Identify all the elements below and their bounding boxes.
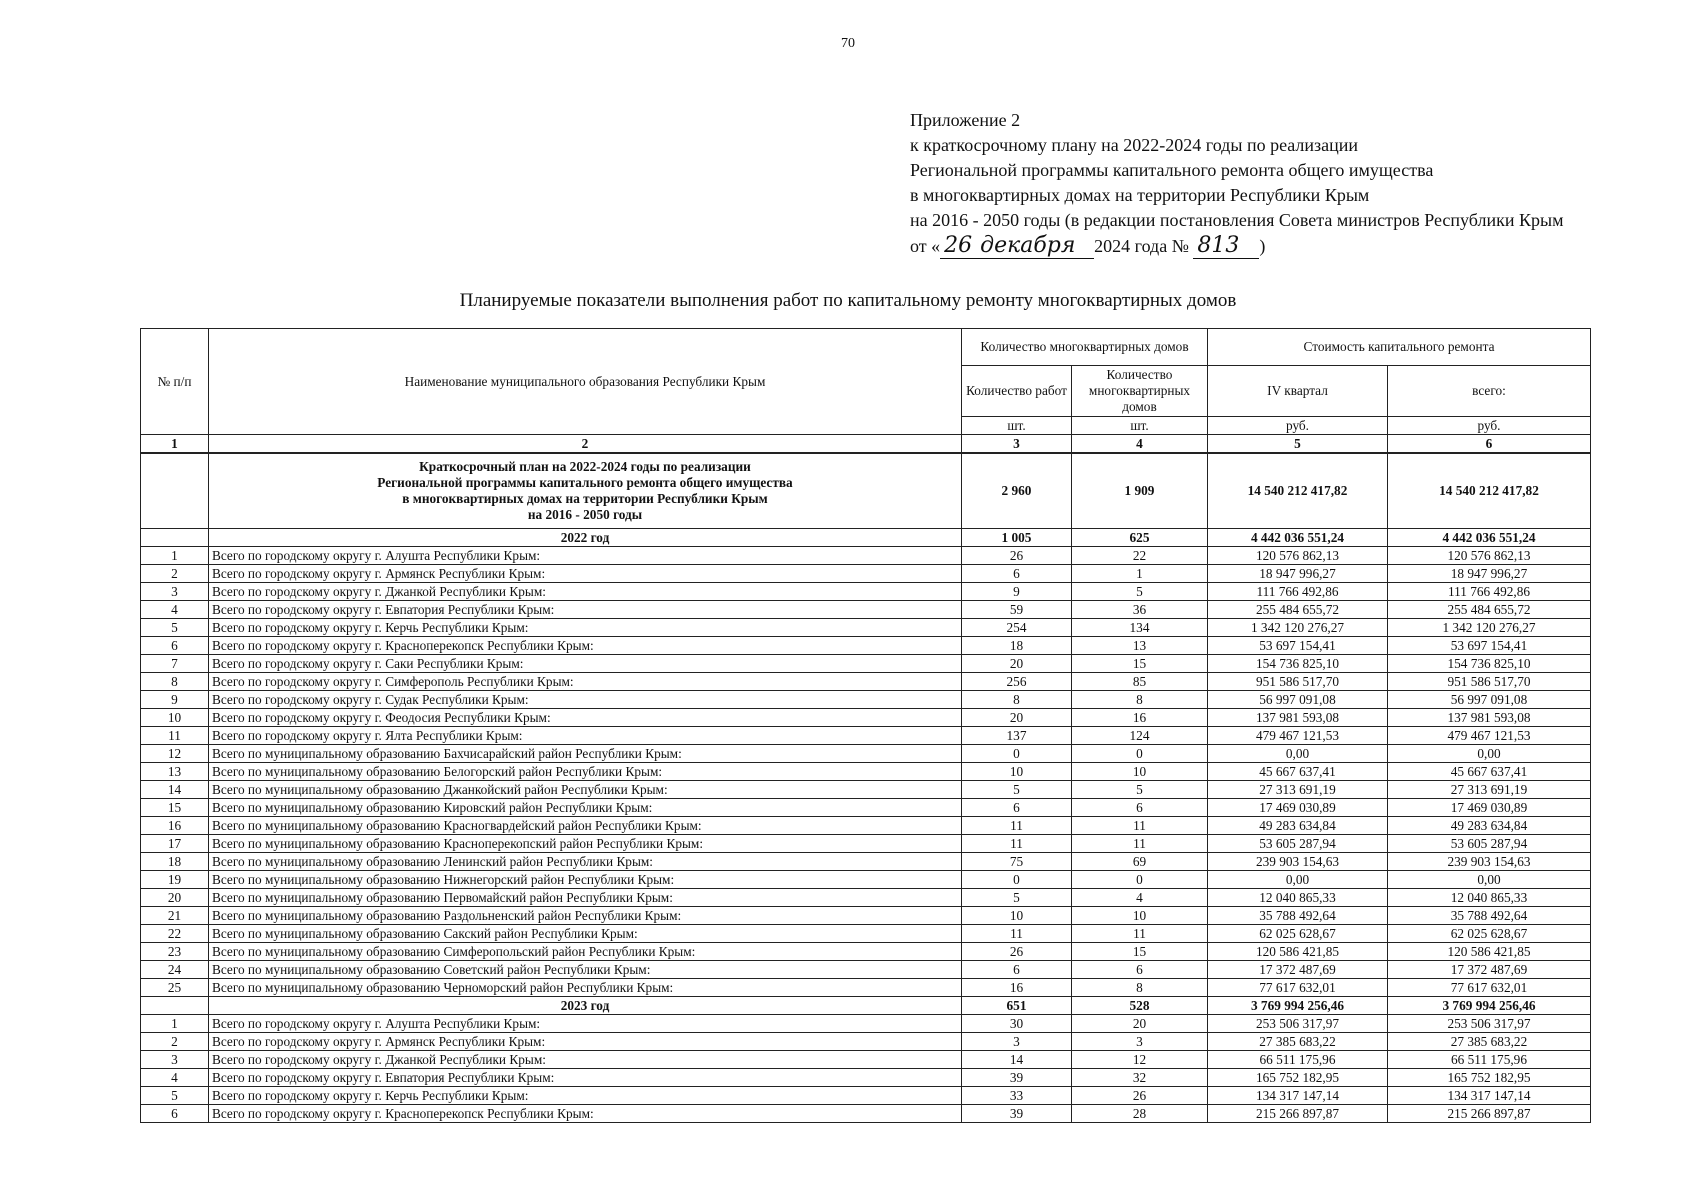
plan-table — [140, 328, 1591, 1123]
year-num — [141, 529, 209, 547]
table-row — [141, 709, 1591, 727]
appendix-block — [910, 108, 1564, 259]
row-num: 15 — [141, 799, 209, 817]
row-houses: 134 — [1072, 619, 1208, 637]
row-name: Всего по муниципальному образованию Красногвардейский район Республики Крым: — [209, 817, 962, 835]
table-row — [141, 637, 1591, 655]
header-num: № п/п — [141, 329, 209, 435]
row-num: 2 — [141, 565, 209, 583]
row-works: 3 — [962, 1033, 1072, 1051]
year-q4: 4 442 036 551,24 — [1208, 529, 1388, 547]
row-total: 35 788 492,64 — [1388, 907, 1591, 925]
row-num: 13 — [141, 763, 209, 781]
row-total: 62 025 628,67 — [1388, 925, 1591, 943]
table-row — [141, 1087, 1591, 1105]
handwritten-number: 813 — [1193, 233, 1259, 259]
row-name: Всего по городскому округу г. Симферополь Республики Крым: — [209, 673, 962, 691]
row-houses: 13 — [1072, 637, 1208, 655]
summary-total: 14 540 212 417,82 — [1388, 453, 1591, 529]
year-total: 3 769 994 256,46 — [1388, 997, 1591, 1015]
appendix-line: на 2016 - 2050 годы (в редакции постановления Совета министров Республики Крым — [910, 210, 1564, 230]
row-q4: 27 313 691,19 — [1208, 781, 1388, 799]
row-works: 11 — [962, 817, 1072, 835]
row-works: 11 — [962, 925, 1072, 943]
summary-works: 2 960 — [962, 453, 1072, 529]
summary-q4: 14 540 212 417,82 — [1208, 453, 1388, 529]
row-name: Всего по городскому округу г. Красноперекопск Республики Крым: — [209, 637, 962, 655]
table-row — [141, 673, 1591, 691]
row-total: 479 467 121,53 — [1388, 727, 1591, 745]
row-name: Всего по городскому округу г. Керчь Республики Крым: — [209, 1087, 962, 1105]
row-total: 0,00 — [1388, 745, 1591, 763]
row-q4: 12 040 865,33 — [1208, 889, 1388, 907]
row-name: Всего по городскому округу г. Ялта Республики Крым: — [209, 727, 962, 745]
row-houses: 36 — [1072, 601, 1208, 619]
year-works: 1 005 — [962, 529, 1072, 547]
row-houses: 6 — [1072, 799, 1208, 817]
col-number: 2 — [209, 435, 962, 454]
table-row — [141, 727, 1591, 745]
row-works: 16 — [962, 979, 1072, 997]
row-houses: 0 — [1072, 745, 1208, 763]
row-houses: 28 — [1072, 1105, 1208, 1123]
row-total: 253 506 317,97 — [1388, 1015, 1591, 1033]
row-works: 75 — [962, 853, 1072, 871]
row-num: 11 — [141, 727, 209, 745]
table-row — [141, 979, 1591, 997]
row-houses: 11 — [1072, 817, 1208, 835]
page-number: 70 — [841, 36, 855, 51]
table-row — [141, 943, 1591, 961]
row-q4: 56 997 091,08 — [1208, 691, 1388, 709]
row-num: 19 — [141, 871, 209, 889]
row-total: 154 736 825,10 — [1388, 655, 1591, 673]
summary-houses: 1 909 — [1072, 453, 1208, 529]
row-total: 137 981 593,08 — [1388, 709, 1591, 727]
row-total: 951 586 517,70 — [1388, 673, 1591, 691]
summary-line: в многоквартирных домах на территории Республики Крым — [402, 491, 768, 506]
row-q4: 17 372 487,69 — [1208, 961, 1388, 979]
row-total: 18 947 996,27 — [1388, 565, 1591, 583]
row-houses: 69 — [1072, 853, 1208, 871]
row-works: 10 — [962, 907, 1072, 925]
row-q4: 18 947 996,27 — [1208, 565, 1388, 583]
row-name: Всего по городскому округу г. Керчь Республики Крым: — [209, 619, 962, 637]
year-total: 4 442 036 551,24 — [1388, 529, 1591, 547]
row-name: Всего по муниципальному образованию Советский район Республики Крым: — [209, 961, 962, 979]
row-houses: 12 — [1072, 1051, 1208, 1069]
row-houses: 1 — [1072, 565, 1208, 583]
row-name: Всего по городскому округу г. Джанкой Республики Крым: — [209, 583, 962, 601]
table-row — [141, 961, 1591, 979]
date-prefix: от « — [910, 236, 941, 256]
row-total: 120 586 421,85 — [1388, 943, 1591, 961]
unit-rub: руб. — [1388, 417, 1591, 435]
row-total: 239 903 154,63 — [1388, 853, 1591, 871]
summary-title — [209, 453, 962, 529]
row-total: 49 283 634,84 — [1388, 817, 1591, 835]
row-q4: 137 981 593,08 — [1208, 709, 1388, 727]
row-num: 1 — [141, 1015, 209, 1033]
row-q4: 49 283 634,84 — [1208, 817, 1388, 835]
table-row — [141, 1105, 1591, 1123]
row-works: 9 — [962, 583, 1072, 601]
row-q4: 154 736 825,10 — [1208, 655, 1388, 673]
row-total: 53 605 287,94 — [1388, 835, 1591, 853]
row-name: Всего по муниципальному образованию Бахчисарайский район Республики Крым: — [209, 745, 962, 763]
row-name: Всего по муниципальному образованию Симферопольский район Республики Крым: — [209, 943, 962, 961]
row-name: Всего по городскому округу г. Евпатория Республики Крым: — [209, 601, 962, 619]
row-houses: 8 — [1072, 979, 1208, 997]
row-works: 0 — [962, 745, 1072, 763]
row-houses: 20 — [1072, 1015, 1208, 1033]
year-q4: 3 769 994 256,46 — [1208, 997, 1388, 1015]
table-row — [141, 601, 1591, 619]
row-works: 14 — [962, 1051, 1072, 1069]
header-name: Наименование муниципального образования Республики Крым — [209, 329, 962, 435]
header-cost-group: Стоимость капитального ремонта — [1208, 329, 1591, 366]
row-num: 16 — [141, 817, 209, 835]
row-houses: 8 — [1072, 691, 1208, 709]
year-houses: 625 — [1072, 529, 1208, 547]
table-row — [141, 799, 1591, 817]
row-name: Всего по муниципальному образованию Сакский район Республики Крым: — [209, 925, 962, 943]
year-label: 2023 год — [209, 997, 962, 1015]
row-works: 20 — [962, 655, 1072, 673]
row-total: 77 617 632,01 — [1388, 979, 1591, 997]
row-works: 256 — [962, 673, 1072, 691]
row-name: Всего по муниципальному образованию Ленинский район Республики Крым: — [209, 853, 962, 871]
row-works: 26 — [962, 547, 1072, 565]
row-num: 5 — [141, 619, 209, 637]
row-total: 45 667 637,41 — [1388, 763, 1591, 781]
row-houses: 5 — [1072, 583, 1208, 601]
row-houses: 3 — [1072, 1033, 1208, 1051]
row-q4: 53 697 154,41 — [1208, 637, 1388, 655]
row-q4: 77 617 632,01 — [1208, 979, 1388, 997]
row-q4: 120 576 862,13 — [1208, 547, 1388, 565]
row-total: 111 766 492,86 — [1388, 583, 1591, 601]
table-row — [141, 925, 1591, 943]
row-houses: 15 — [1072, 943, 1208, 961]
col-number: 5 — [1208, 435, 1388, 454]
row-q4: 253 506 317,97 — [1208, 1015, 1388, 1033]
row-q4: 66 511 175,96 — [1208, 1051, 1388, 1069]
row-q4: 0,00 — [1208, 871, 1388, 889]
row-total: 215 266 897,87 — [1388, 1105, 1591, 1123]
table-row — [141, 583, 1591, 601]
row-q4: 27 385 683,22 — [1208, 1033, 1388, 1051]
row-q4: 120 586 421,85 — [1208, 943, 1388, 961]
row-works: 39 — [962, 1105, 1072, 1123]
row-houses: 4 — [1072, 889, 1208, 907]
date-close: ) — [1259, 236, 1266, 256]
row-houses: 11 — [1072, 835, 1208, 853]
table-row — [141, 619, 1591, 637]
table-row — [141, 763, 1591, 781]
row-name: Всего по городскому округу г. Алушта Республики Крым: — [209, 1015, 962, 1033]
row-num: 14 — [141, 781, 209, 799]
appendix-line: Приложение 2 — [910, 110, 1021, 130]
document-title: Планируемые показатели выполнения работ по капитальному ремонту многоквартирных домов — [459, 290, 1237, 311]
unit-pcs: шт. — [1072, 417, 1208, 435]
row-num: 4 — [141, 1069, 209, 1087]
table-row — [141, 547, 1591, 565]
row-works: 5 — [962, 781, 1072, 799]
row-name: Всего по городскому округу г. Евпатория Республики Крым: — [209, 1069, 962, 1087]
table-row — [141, 871, 1591, 889]
row-total: 120 576 862,13 — [1388, 547, 1591, 565]
row-num: 21 — [141, 907, 209, 925]
col-number: 6 — [1388, 435, 1591, 454]
row-name: Всего по муниципальному образованию Красноперекопский район Республики Крым: — [209, 835, 962, 853]
row-num: 24 — [141, 961, 209, 979]
row-works: 137 — [962, 727, 1072, 745]
row-num: 3 — [141, 1051, 209, 1069]
row-houses: 10 — [1072, 907, 1208, 925]
row-q4: 255 484 655,72 — [1208, 601, 1388, 619]
appendix-line: к краткосрочному плану на 2022-2024 годы по реализации — [910, 135, 1359, 155]
row-num: 9 — [141, 691, 209, 709]
table-row — [141, 1033, 1591, 1051]
header-total: всего: — [1388, 366, 1591, 417]
row-total: 27 385 683,22 — [1388, 1033, 1591, 1051]
row-num: 1 — [141, 547, 209, 565]
row-total: 255 484 655,72 — [1388, 601, 1591, 619]
row-q4: 53 605 287,94 — [1208, 835, 1388, 853]
unit-pcs: шт. — [962, 417, 1072, 435]
row-q4: 45 667 637,41 — [1208, 763, 1388, 781]
table-row — [141, 655, 1591, 673]
row-works: 59 — [962, 601, 1072, 619]
row-name: Всего по городскому округу г. Судак Республики Крым: — [209, 691, 962, 709]
summary-num — [141, 453, 209, 529]
row-num: 8 — [141, 673, 209, 691]
row-num: 22 — [141, 925, 209, 943]
year-total-row — [141, 529, 1591, 547]
row-works: 20 — [962, 709, 1072, 727]
appendix-line: Региональной программы капитального ремонта общего имущества — [910, 160, 1434, 180]
col-number: 4 — [1072, 435, 1208, 454]
row-works: 10 — [962, 763, 1072, 781]
header-houses: Количество многоквартирных домов — [1072, 366, 1208, 417]
unit-rub: руб. — [1208, 417, 1388, 435]
year-works: 651 — [962, 997, 1072, 1015]
table-row — [141, 781, 1591, 799]
summary-row — [141, 453, 1591, 529]
row-name: Всего по городскому округу г. Алушта Республики Крым: — [209, 547, 962, 565]
row-q4: 215 266 897,87 — [1208, 1105, 1388, 1123]
row-total: 134 317 147,14 — [1388, 1087, 1591, 1105]
row-q4: 239 903 154,63 — [1208, 853, 1388, 871]
row-total: 12 040 865,33 — [1388, 889, 1591, 907]
table-row — [141, 1051, 1591, 1069]
row-name: Всего по муниципальному образованию Черноморский район Республики Крым: — [209, 979, 962, 997]
row-q4: 134 317 147,14 — [1208, 1087, 1388, 1105]
handwritten-day: 26 — [940, 233, 976, 259]
row-num: 17 — [141, 835, 209, 853]
row-works: 33 — [962, 1087, 1072, 1105]
row-total: 17 469 030,89 — [1388, 799, 1591, 817]
row-num: 20 — [141, 889, 209, 907]
row-num: 6 — [141, 637, 209, 655]
row-total: 53 697 154,41 — [1388, 637, 1591, 655]
year-num — [141, 997, 209, 1015]
row-total: 66 511 175,96 — [1388, 1051, 1591, 1069]
summary-line: Региональной программы капитального ремонта общего имущества — [377, 475, 793, 490]
row-houses: 32 — [1072, 1069, 1208, 1087]
col-number: 3 — [962, 435, 1072, 454]
row-num: 18 — [141, 853, 209, 871]
row-num: 12 — [141, 745, 209, 763]
row-works: 11 — [962, 835, 1072, 853]
row-houses: 0 — [1072, 871, 1208, 889]
row-num: 5 — [141, 1087, 209, 1105]
row-houses: 26 — [1072, 1087, 1208, 1105]
appendix-date-line — [910, 233, 1564, 259]
row-total: 17 372 487,69 — [1388, 961, 1591, 979]
row-works: 8 — [962, 691, 1072, 709]
row-q4: 35 788 492,64 — [1208, 907, 1388, 925]
row-num: 6 — [141, 1105, 209, 1123]
header-count-group: Количество многоквартирных домов — [962, 329, 1208, 366]
row-q4: 0,00 — [1208, 745, 1388, 763]
table-row — [141, 565, 1591, 583]
row-houses: 85 — [1072, 673, 1208, 691]
summary-line: на 2016 - 2050 годы — [527, 507, 643, 522]
year-text: 2024 года № — [1094, 236, 1189, 256]
row-houses: 6 — [1072, 961, 1208, 979]
table-row — [141, 853, 1591, 871]
row-name: Всего по городскому округу г. Саки Республики Крым: — [209, 655, 962, 673]
row-q4: 951 586 517,70 — [1208, 673, 1388, 691]
row-works: 0 — [962, 871, 1072, 889]
handwritten-month: декабря — [976, 233, 1094, 259]
row-houses: 5 — [1072, 781, 1208, 799]
year-total-row — [141, 997, 1591, 1015]
table-row — [141, 817, 1591, 835]
row-houses: 124 — [1072, 727, 1208, 745]
appendix-line: в многоквартирных домах на территории Республики Крым — [910, 185, 1370, 205]
row-works: 254 — [962, 619, 1072, 637]
row-works: 6 — [962, 565, 1072, 583]
row-houses: 16 — [1072, 709, 1208, 727]
row-name: Всего по городскому округу г. Армянск Республики Крым: — [209, 1033, 962, 1051]
table-row — [141, 1015, 1591, 1033]
row-works: 6 — [962, 799, 1072, 817]
row-works: 18 — [962, 637, 1072, 655]
row-total: 27 313 691,19 — [1388, 781, 1591, 799]
year-houses: 528 — [1072, 997, 1208, 1015]
row-houses: 22 — [1072, 547, 1208, 565]
row-works: 39 — [962, 1069, 1072, 1087]
row-q4: 62 025 628,67 — [1208, 925, 1388, 943]
row-num: 4 — [141, 601, 209, 619]
table-row — [141, 907, 1591, 925]
row-total: 165 752 182,95 — [1388, 1069, 1591, 1087]
row-total: 1 342 120 276,27 — [1388, 619, 1591, 637]
row-num: 2 — [141, 1033, 209, 1051]
row-num: 10 — [141, 709, 209, 727]
table-row — [141, 835, 1591, 853]
row-q4: 1 342 120 276,27 — [1208, 619, 1388, 637]
row-name: Всего по муниципальному образованию Первомайский район Республики Крым: — [209, 889, 962, 907]
table-row — [141, 691, 1591, 709]
row-num: 23 — [141, 943, 209, 961]
row-q4: 17 469 030,89 — [1208, 799, 1388, 817]
header-q4: IV квартал — [1208, 366, 1388, 417]
table-row — [141, 889, 1591, 907]
row-num: 25 — [141, 979, 209, 997]
row-name: Всего по муниципальному образованию Кировский район Республики Крым: — [209, 799, 962, 817]
table-row — [141, 1069, 1591, 1087]
row-houses: 10 — [1072, 763, 1208, 781]
row-houses: 11 — [1072, 925, 1208, 943]
row-works: 26 — [962, 943, 1072, 961]
row-q4: 165 752 182,95 — [1208, 1069, 1388, 1087]
summary-line: Краткосрочный план на 2022-2024 годы по реализации — [419, 459, 751, 474]
row-total: 0,00 — [1388, 871, 1591, 889]
row-works: 6 — [962, 961, 1072, 979]
col-number: 1 — [141, 435, 209, 454]
row-q4: 479 467 121,53 — [1208, 727, 1388, 745]
row-name: Всего по муниципальному образованию Нижнегорский район Республики Крым: — [209, 871, 962, 889]
table-row — [141, 745, 1591, 763]
row-name: Всего по муниципальному образованию Белогорский район Республики Крым: — [209, 763, 962, 781]
row-name: Всего по городскому округу г. Феодосия Республики Крым: — [209, 709, 962, 727]
row-num: 3 — [141, 583, 209, 601]
row-name: Всего по муниципальному образованию Раздольненский район Республики Крым: — [209, 907, 962, 925]
row-total: 56 997 091,08 — [1388, 691, 1591, 709]
row-num: 7 — [141, 655, 209, 673]
row-name: Всего по городскому округу г. Армянск Республики Крым: — [209, 565, 962, 583]
row-name: Всего по городскому округу г. Красноперекопск Республики Крым: — [209, 1105, 962, 1123]
year-label: 2022 год — [209, 529, 962, 547]
header-works: Количество работ — [962, 366, 1072, 417]
row-works: 5 — [962, 889, 1072, 907]
row-q4: 111 766 492,86 — [1208, 583, 1388, 601]
row-houses: 15 — [1072, 655, 1208, 673]
row-name: Всего по муниципальному образованию Джанкойский район Республики Крым: — [209, 781, 962, 799]
row-name: Всего по городскому округу г. Джанкой Республики Крым: — [209, 1051, 962, 1069]
row-works: 30 — [962, 1015, 1072, 1033]
